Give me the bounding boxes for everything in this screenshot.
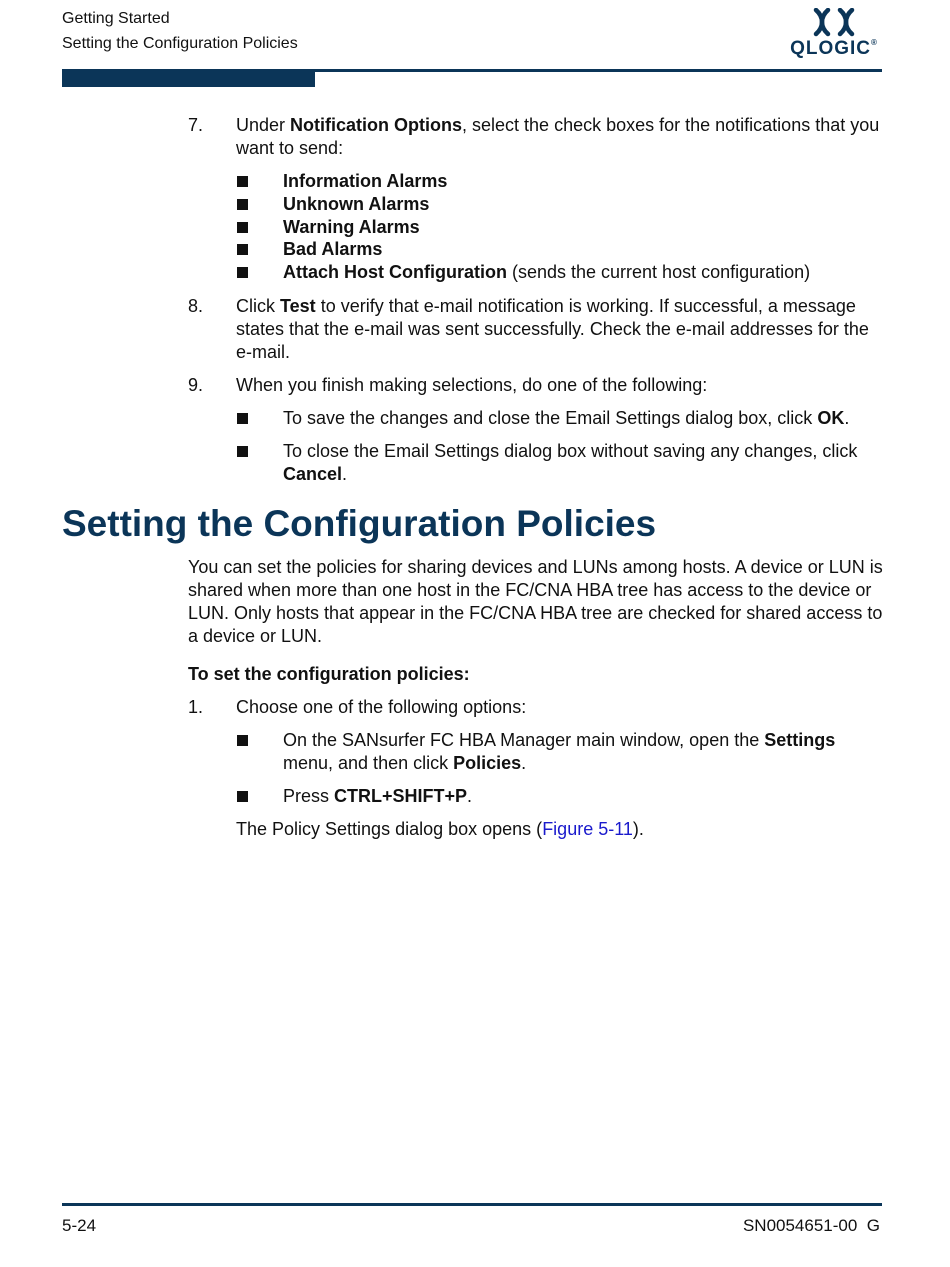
step-number: 1. (188, 697, 204, 717)
list-item: Bad Alarms (283, 239, 383, 259)
step-1-text: Choose one of the following options: (236, 697, 527, 717)
page-number: 5-24 (62, 1216, 97, 1235)
bullet-icon (237, 413, 248, 424)
figure-link[interactable]: Figure 5-11 (542, 819, 633, 839)
bullet-icon (237, 222, 248, 233)
header-rule-accent (62, 72, 315, 87)
logo-wordmark: QLOGIC® (790, 38, 878, 59)
step-result-text: The Policy Settings dialog box opens (Figure 5-11). (236, 819, 644, 839)
step-number: 7. (188, 115, 204, 135)
list-item: On the SANsurfer FC HBA Manager main window, open the Settings menu, and then click Policies. (283, 730, 836, 773)
section-title: Setting the Configuration Policies (62, 503, 657, 544)
step-9-text: When you finish making selections, do one of the following: (236, 375, 708, 395)
running-header-chapter: Getting Started (62, 10, 170, 27)
list-item: Information Alarms (283, 171, 448, 191)
footer-rule (62, 1203, 882, 1206)
step-number: 8. (188, 296, 204, 316)
qlogic-mark-icon (788, 8, 880, 38)
bullet-icon (237, 199, 248, 210)
section-intro: You can set the policies for sharing devices and LUNs among hosts. A device or LUN is shared when more than one host in the FC/CNA HBA tree has access to the device or LUN. Only hosts that appear in the FC/CNA HBA tree are checked for shared access to a device or LUN. (188, 557, 883, 646)
qlogic-logo (788, 8, 880, 62)
list-item: To close the Email Settings dialog box without saving any changes, click Cancel. (283, 441, 858, 484)
list-item: Warning Alarms (283, 217, 420, 237)
list-item: Attach Host Configuration (sends the current host configuration) (283, 262, 811, 282)
bullet-icon (237, 267, 248, 278)
document-id: SN0054651-00 G (742, 1216, 880, 1235)
running-header-section: Setting the Configuration Policies (62, 35, 298, 52)
list-item: To save the changes and close the Email Settings dialog box, click OK. (283, 408, 850, 428)
bullet-icon (237, 446, 248, 457)
bullet-icon (237, 735, 248, 746)
list-item: Unknown Alarms (283, 194, 430, 214)
procedure-heading: To set the configuration policies: (188, 664, 470, 684)
step-8-text: Click Test to verify that e-mail notification is working. If successful, a message states that the e-mail was sent successfully. Check the e-mail addresses for the e-mail. (236, 296, 869, 362)
list-item: Press CTRL+SHIFT+P. (283, 786, 473, 806)
bullet-icon (237, 244, 248, 255)
bullet-icon (237, 791, 248, 802)
bullet-icon (237, 176, 248, 187)
step-7-text: Under Notification Options, select the check boxes for the notifications that you want to send: (236, 115, 880, 158)
step-number: 9. (188, 375, 204, 395)
